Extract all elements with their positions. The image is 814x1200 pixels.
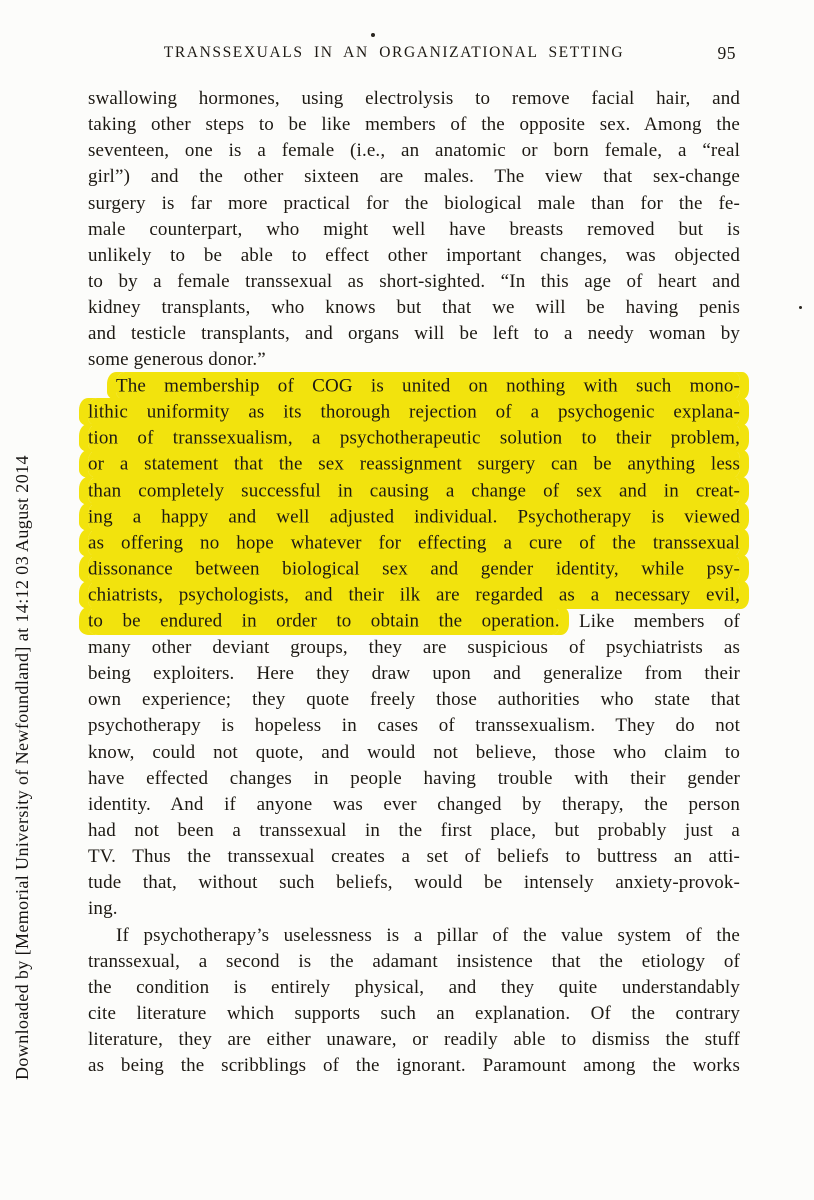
text-line [88, 217, 740, 243]
text-line [88, 243, 740, 269]
text-line [88, 818, 740, 844]
text-segment: kidney transplants, who knows but that we will be having penis [88, 297, 740, 319]
text-segment: girl”) and the other sixteen are males. The view that sex-change [88, 166, 740, 188]
text-segment: surgery is far more practical for the biological male than for the fe- [88, 192, 740, 214]
text-line [88, 347, 740, 373]
text-segment: literature, they are either unaware, or readily able to dismiss the stuff [88, 1029, 740, 1051]
text-line [88, 713, 740, 739]
highlighted-text: or a statement that the sex reassignment surgery can be anything less [88, 450, 740, 478]
text-segment: If psychotherapy’s uselessness is a pillar of the value system of the [116, 924, 740, 946]
highlighted-text: lithic uniformity as its thorough rejection of a psychogenic explana- [88, 398, 740, 426]
text-line [88, 321, 740, 347]
text-segment: unlikely to be able to effect other important changes, was objected [88, 244, 740, 266]
text-segment: tude that, without such beliefs, would be intensely anxiety-provok- [88, 872, 740, 894]
text-line [88, 896, 740, 922]
text-segment: swallowing hormones, using electrolysis to remove facial hair, and [88, 88, 740, 109]
text-line [88, 661, 740, 687]
text-segment: know, could not quote, and would not believe, those who claim to [88, 741, 740, 763]
page-number: 95 [717, 43, 736, 63]
text-segment: and testicle transplants, and organs will be left to a needy woman by [88, 323, 740, 345]
text-segment: psychotherapy is hopeless in cases of transsexualism. They do not [88, 715, 740, 737]
text-segment: TV. Thus the transsexual creates a set of beliefs to buttress an atti- [88, 846, 740, 868]
text-line [88, 635, 740, 661]
text-line [88, 269, 740, 295]
text-line [88, 1001, 740, 1027]
download-watermark: Downloaded by [Memorial University of Newfoundland] at 14:12 03 August 2014 [12, 455, 32, 1080]
running-head: TRANSSEXUALS IN AN ORGANIZATIONAL SETTING [163, 44, 625, 61]
text-line [88, 530, 740, 556]
text-segment: own experience; they quote freely those authorities who state that [88, 689, 740, 711]
text-line [88, 557, 740, 583]
text-segment: many other deviant groups, they are suspicious of psychiatrists as [88, 636, 740, 658]
page-header [88, 44, 740, 66]
text-line [88, 1027, 740, 1053]
text-line [88, 870, 740, 896]
text-segment: identity. And if anyone was ever changed by therapy, the person [88, 793, 740, 815]
text-line [88, 295, 740, 321]
text-line [88, 374, 740, 400]
text-line [88, 687, 740, 713]
text-segment: cite literature which supports such an explanation. Of the contrary [88, 1002, 740, 1024]
scan-speck [799, 306, 802, 309]
text-line [88, 478, 740, 504]
text-segment: transsexual, a second is the adamant insistence that the etiology of [88, 950, 740, 972]
body-text [88, 86, 740, 1079]
text-segment: taking other steps to be like members of the opposite sex. Among the [88, 114, 740, 136]
text-line [88, 400, 740, 426]
text-line [88, 112, 740, 138]
scan-speck [371, 33, 375, 37]
text-segment: had not been a transsexual in the first place, but probably just a [88, 819, 740, 841]
highlighted-text: to be endured in order to obtain the operation. [88, 607, 560, 635]
text-segment: Like members of [559, 610, 740, 632]
text-line [88, 583, 740, 609]
text-segment: being exploiters. Here they draw upon and generalize from their [88, 663, 740, 685]
text-line [88, 504, 740, 530]
text-line [88, 844, 740, 870]
text-line [88, 1053, 740, 1079]
highlighted-text: dissonance between biological sex and gender identity, while psy- [88, 555, 740, 583]
text-line [88, 766, 740, 792]
text-segment: the condition is entirely physical, and they quite understandably [88, 976, 740, 998]
text-line [88, 191, 740, 217]
highlighted-text: The membership of COG is united on nothing with such mono- [116, 372, 740, 400]
text-segment: ing. [88, 898, 118, 920]
highlighted-text: chiatrists, psychologists, and their ilk are regarded as a necessary evil, [88, 581, 740, 609]
highlighted-text: as offering no hope whatever for effecting a cure of the transsexual [88, 529, 740, 557]
text-segment: seventeen, one is a female (i.e., an anatomic or born female, a “real [88, 140, 740, 162]
highlighted-text: than completely successful in causing a change of sex and in creat- [88, 477, 740, 505]
highlighted-text: tion of transsexualism, a psychotherapeutic solution to their problem, [88, 424, 740, 452]
text-line [88, 426, 740, 452]
text-line [88, 923, 740, 949]
text-segment: male counterpart, who might well have breasts removed but is [88, 218, 740, 240]
text-line [88, 792, 740, 818]
highlighted-text: ing a happy and well adjusted individual. Psychotherapy is viewed [88, 503, 740, 531]
text-line [88, 138, 740, 164]
text-line [88, 609, 740, 635]
text-line [88, 949, 740, 975]
text-line [88, 975, 740, 1001]
text-line [88, 740, 740, 766]
text-segment: have effected changes in people having trouble with their gender [88, 767, 740, 789]
text-segment: some generous donor.” [88, 349, 266, 371]
text-line [88, 86, 740, 112]
text-line [88, 164, 740, 190]
text-segment: to by a female transsexual as short-sighted. “In this age of heart and [88, 270, 740, 292]
text-segment: as being the scribblings of the ignorant. Paramount among the works [88, 1055, 740, 1077]
text-line [88, 452, 740, 478]
